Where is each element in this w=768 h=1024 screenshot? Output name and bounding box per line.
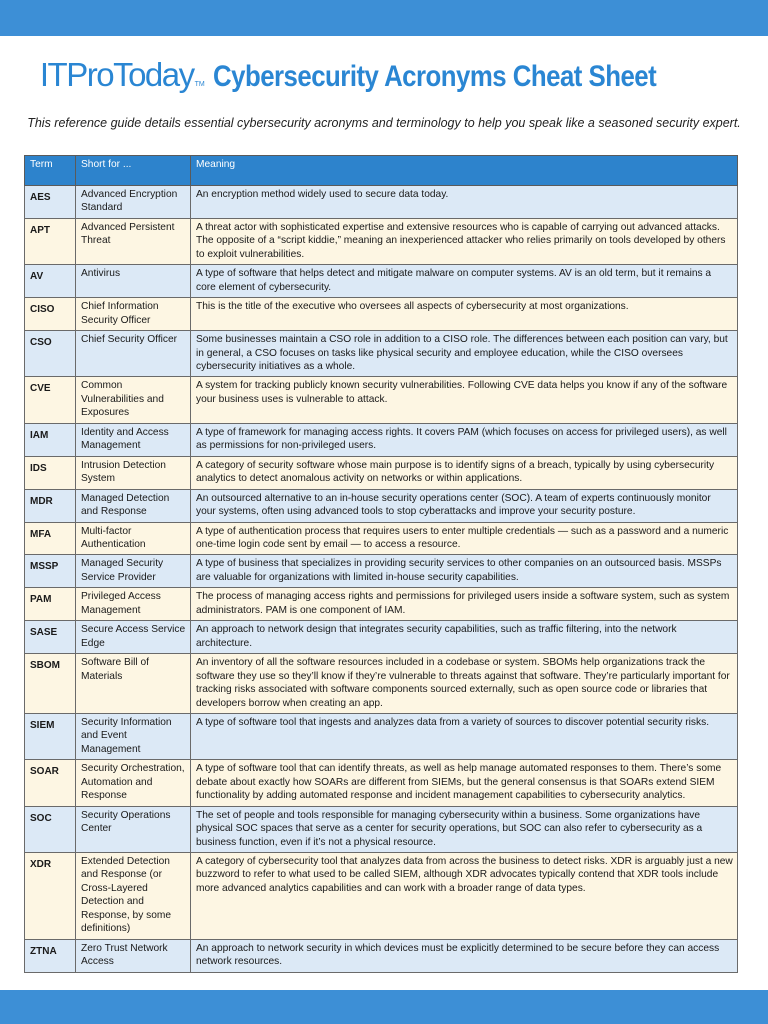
table-row	[25, 489, 738, 522]
meaning-cell: A category of cybersecurity tool that analyzes data from across the business to detect risks. XDR is arguably just a new buzzword to refer to what used to be called SIEM, although XDR advocates typically contend that XDR tools include more advanced analytics capabilities and can work with a broader range of data types.	[191, 853, 738, 940]
term-cell: CISO	[25, 298, 76, 331]
term-cell: XDR	[25, 853, 76, 940]
meaning-cell: An approach to network design that integrates security capabilities, such as traffic filtering, into the network architecture.	[191, 621, 738, 654]
table-row	[25, 456, 738, 489]
term-cell: SOC	[25, 806, 76, 852]
term-cell: ZTNA	[25, 939, 76, 972]
table-row	[25, 186, 738, 219]
table-header-row	[25, 156, 738, 186]
term-cell: CVE	[25, 377, 76, 423]
term-cell: PAM	[25, 588, 76, 621]
header-meaning: Meaning	[191, 156, 738, 186]
table-row	[25, 939, 738, 972]
top-banner	[0, 0, 768, 36]
short-for-cell: Advanced Persistent Threat	[76, 218, 191, 264]
term-cell: MDR	[25, 489, 76, 522]
meaning-cell: A threat actor with sophisticated expertise and extensive resources who is capable of carrying out advanced attacks. The opposite of a “script kiddie,” meaning an inexperienced attacker who relies primarily on tools developed by others to exploit vulnerabilities.	[191, 218, 738, 264]
table-row	[25, 713, 738, 759]
table-row	[25, 760, 738, 806]
short-for-cell: Privileged Access Management	[76, 588, 191, 621]
term-cell: CSO	[25, 331, 76, 377]
meaning-cell: A type of business that specializes in providing security services to other companies on an outsourced basis. MSSPs are valuable for organizations with limited in-house security capabilities.	[191, 555, 738, 588]
short-for-cell: Advanced Encryption Standard	[76, 186, 191, 219]
meaning-cell: The set of people and tools responsible for managing cybersecurity within a business. Some organizations have physical SOC spaces that serve as a center for security operations, but SOC can also refer to cybersecurity as a business function, even if it’s not a physical resource.	[191, 806, 738, 852]
meaning-cell: A system for tracking publicly known security vulnerabilities. Following CVE data helps you know if any of the software your business uses is vulnerable to attack.	[191, 377, 738, 423]
term-cell: APT	[25, 218, 76, 264]
table-row	[25, 423, 738, 456]
short-for-cell: Security Information and Event Management	[76, 713, 191, 759]
meaning-cell: A category of security software whose main purpose is to identify signs of a breach, typically by using cybersecurity analytics to detect anomalous activity on networks or within applications.	[191, 456, 738, 489]
table-row	[25, 654, 738, 714]
bottom-banner	[0, 990, 768, 1024]
short-for-cell: Software Bill of Materials	[76, 654, 191, 714]
meaning-cell: A type of software that helps detect and mitigate malware on computer systems. AV is an old term, but it remains a core element of cybersecurity.	[191, 265, 738, 298]
short-for-cell: Zero Trust Network Access	[76, 939, 191, 972]
table-row	[25, 218, 738, 264]
term-cell: IDS	[25, 456, 76, 489]
page-header	[0, 56, 768, 102]
meaning-cell: The process of managing access rights and permissions for privileged users inside a software system, such as system administrators. PAM is one component of IAM.	[191, 588, 738, 621]
table-row	[25, 621, 738, 654]
brand-logo: ITProTodayTM	[39, 56, 205, 93]
page-title: Cybersecurity Acronyms Cheat Sheet	[212, 60, 656, 93]
term-cell: IAM	[25, 423, 76, 456]
short-for-cell: Multi-factor Authentication	[76, 522, 191, 555]
intro-text: This reference guide details essential cybersecurity acronyms and terminology to help you speak like a seasoned security expert.	[27, 116, 741, 130]
table-row	[25, 377, 738, 423]
term-cell: MSSP	[25, 555, 76, 588]
meaning-cell: A type of software tool that ingests and analyzes data from a variety of sources to discover potential security risks.	[191, 713, 738, 759]
short-for-cell: Security Orchestration, Automation and Response	[76, 760, 191, 806]
meaning-cell: This is the title of the executive who oversees all aspects of cybersecurity at most organizations.	[191, 298, 738, 331]
term-cell: SIEM	[25, 713, 76, 759]
meaning-cell: An inventory of all the software resources included in a codebase or system. SBOMs help organizations track the software they use so they’ll know if they’re vulnerable to threats against that software. They’re particularly important for tracking risks associated with software components sourced externally, such as open source code or libraries that developers borrow when creating an app.	[191, 654, 738, 714]
acronyms-table	[24, 155, 738, 973]
short-for-cell: Chief Security Officer	[76, 331, 191, 377]
short-for-cell: Common Vulnerabilities and Exposures	[76, 377, 191, 423]
table-row	[25, 298, 738, 331]
table-row	[25, 806, 738, 852]
meaning-cell: An approach to network security in which devices must be explicitly determined to be secure before they can access network resources.	[191, 939, 738, 972]
header-term: Term	[25, 156, 76, 186]
short-for-cell: Antivirus	[76, 265, 191, 298]
meaning-cell: An outsourced alternative to an in-house security operations center (SOC). A team of experts continuously monitor your systems, often using advanced tools to stop cyberattacks and improve your security posture.	[191, 489, 738, 522]
term-cell: SBOM	[25, 654, 76, 714]
short-for-cell: Managed Security Service Provider	[76, 555, 191, 588]
header-short-for: Short for ...	[76, 156, 191, 186]
meaning-cell: Some businesses maintain a CSO role in addition to a CISO role. The differences between each position can vary, but in general, a CSO focuses on tasks like physical security and employee education, while the CISO oversees cybersecurity initiatives as a whole.	[191, 331, 738, 377]
meaning-cell: A type of framework for managing access rights. It covers PAM (which focuses on access for privileged users), as well as permissions for non-privileged users.	[191, 423, 738, 456]
table-row	[25, 331, 738, 377]
table-row	[25, 853, 738, 940]
table-row	[25, 588, 738, 621]
table-row	[25, 265, 738, 298]
short-for-cell: Secure Access Service Edge	[76, 621, 191, 654]
term-cell: AV	[25, 265, 76, 298]
short-for-cell: Chief Information Security Officer	[76, 298, 191, 331]
meaning-cell: A type of software tool that can identify threats, as well as help manage automated responses to them. There’s some debate about exactly how SOARs are different from SIEMs, but the general consensus is that SOARs extend SIEM functionality by adding automated response and incident management capabilities to cybersecurity analytics.	[191, 760, 738, 806]
short-for-cell: Intrusion Detection System	[76, 456, 191, 489]
short-for-cell: Managed Detection and Response	[76, 489, 191, 522]
table-row	[25, 522, 738, 555]
meaning-cell: A type of authentication process that requires users to enter multiple credentials — such as a password and a numeric one-time login code sent by email — to access a resource.	[191, 522, 738, 555]
table-row	[25, 555, 738, 588]
term-cell: AES	[25, 186, 76, 219]
term-cell: MFA	[25, 522, 76, 555]
term-cell: SOAR	[25, 760, 76, 806]
short-for-cell: Extended Detection and Response (or Cross-Layered Detection and Response, by some definitions)	[76, 853, 191, 940]
term-cell: SASE	[25, 621, 76, 654]
meaning-cell: An encryption method widely used to secure data today.	[191, 186, 738, 219]
short-for-cell: Identity and Access Management	[76, 423, 191, 456]
short-for-cell: Security Operations Center	[76, 806, 191, 852]
